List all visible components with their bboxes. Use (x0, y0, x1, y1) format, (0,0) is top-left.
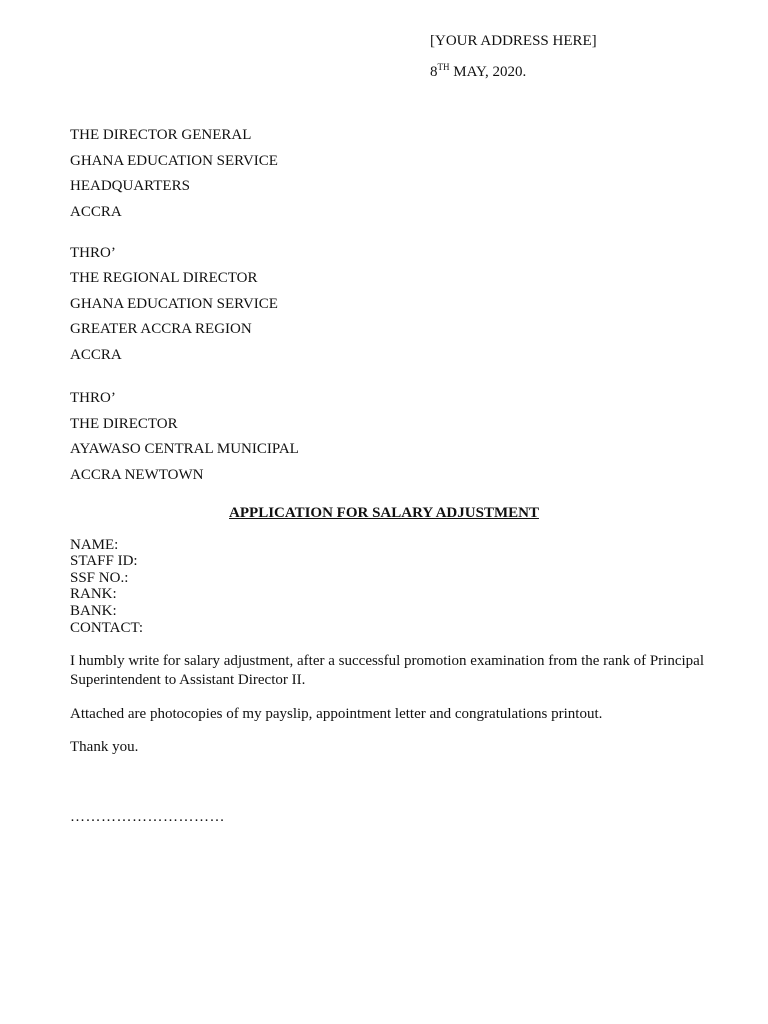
through-label-1: THRO’ (70, 245, 116, 261)
field-name: NAME: (70, 537, 119, 553)
recipient-line-3: HEADQUARTERS (70, 178, 190, 194)
field-ssf-no: SSF NO.: (70, 570, 129, 586)
letter-date (430, 63, 526, 81)
sender-address: [YOUR ADDRESS HERE] (430, 33, 597, 49)
through-1-line-1: THE REGIONAL DIRECTOR (70, 270, 258, 286)
body-paragraph-2: Attached are photocopies of my payslip, appointment letter and congratulations printout. (70, 706, 603, 722)
signature-line: ………………………… (70, 809, 225, 825)
date-day: 8 (430, 64, 438, 80)
through-label-2: THRO’ (70, 390, 116, 406)
through-1-line-4: ACCRA (70, 347, 122, 363)
field-bank: BANK: (70, 603, 117, 619)
field-contact: CONTACT: (70, 620, 144, 636)
letter-subject: APPLICATION FOR SALARY ADJUSTMENT (229, 505, 539, 521)
through-2-line-3: ACCRA NEWTOWN (70, 467, 204, 483)
field-rank: RANK: (70, 586, 117, 602)
through-1-line-3: GREATER ACCRA REGION (70, 321, 252, 337)
date-rest: MAY, 2020. (449, 64, 527, 80)
field-staff-id: STAFF ID: (70, 553, 138, 569)
closing-line: Thank you. (70, 739, 139, 755)
body-paragraph-1: I humbly write for salary adjustment, after a successful promotion examination from the rank of Principal Superintendent to Assistant Director II. (70, 653, 704, 688)
date-suffix: TH (437, 62, 450, 72)
through-1-line-2: GHANA EDUCATION SERVICE (70, 296, 278, 312)
recipient-line-1: THE DIRECTOR GENERAL (70, 127, 252, 143)
through-2-line-2: AYAWASO CENTRAL MUNICIPAL (70, 441, 299, 457)
through-2-line-1: THE DIRECTOR (70, 416, 178, 432)
recipient-line-4: ACCRA (70, 204, 122, 220)
recipient-line-2: GHANA EDUCATION SERVICE (70, 153, 278, 169)
